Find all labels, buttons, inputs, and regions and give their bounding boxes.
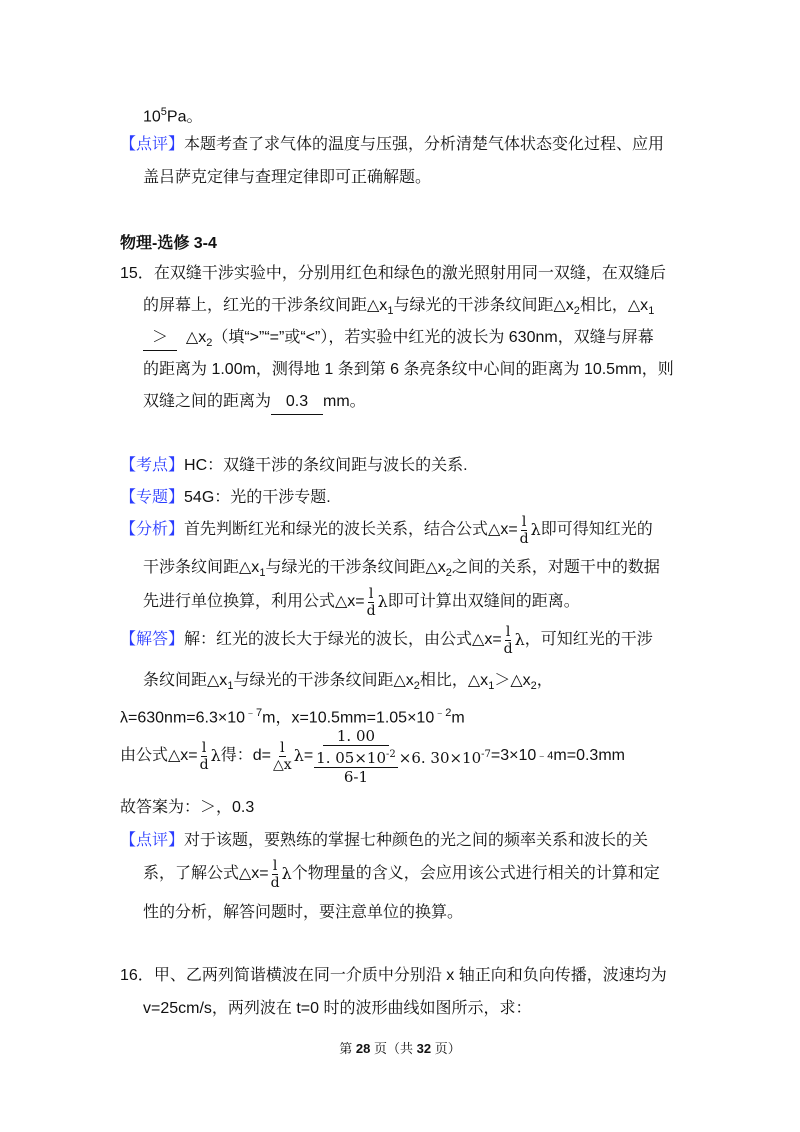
numerator: 1. 00 xyxy=(323,727,389,746)
subscript: 1 xyxy=(227,680,234,693)
text-line xyxy=(143,294,654,323)
zhuanti-tag: 【专题】 xyxy=(120,489,185,506)
text: 与绿光的干涉条纹间距△x xyxy=(393,297,574,314)
zhuanti-line xyxy=(120,486,331,510)
text: = xyxy=(303,747,314,764)
text: 与绿光的干涉条纹间距△x xyxy=(265,559,446,576)
text-line xyxy=(143,326,654,355)
superscript: -7 xyxy=(481,748,491,760)
text xyxy=(399,743,491,770)
subscript: 2 xyxy=(530,680,537,693)
answer-blank: ＞ xyxy=(143,326,177,351)
lambda: λ xyxy=(530,520,541,539)
lambda: λ xyxy=(514,630,525,649)
text: 系，了解公式△x= xyxy=(143,865,269,882)
text: ×6. 30×10 xyxy=(398,748,482,767)
kaodian-line xyxy=(120,454,468,478)
text: （填“>”“=”或“<”），若实验中红光的波长为 630nm，双缝与屏幕 xyxy=(212,329,654,346)
superscript: ﹣4 xyxy=(536,750,554,762)
superscript: -2 xyxy=(386,748,396,760)
text: 对于该题，要熟练的掌握七种颜色的光之间的频率关系和波长的关 xyxy=(184,832,649,849)
text: 干涉条纹间距△x xyxy=(143,559,260,576)
text: m xyxy=(451,709,465,727)
denominator: d xyxy=(270,874,280,891)
text: 甲、乙两列简谐横波在同一介质中分别沿 x 轴正向和负向传播，波速均为 xyxy=(153,967,667,984)
text: 双缝之间的距离为 xyxy=(143,393,272,410)
superscript: ﹣7 xyxy=(245,707,263,719)
text: 本题考查了求气体的温度与压强，分析清楚气体状态变化过程、应用 xyxy=(184,136,665,153)
fraction xyxy=(366,586,377,619)
text: 先进行单位换算，利用公式△x= xyxy=(143,593,365,610)
text: ， xyxy=(536,672,553,689)
text-line xyxy=(143,901,463,925)
fraction xyxy=(199,740,210,773)
section-title: 物理-选修 3-4 xyxy=(120,235,217,252)
answer-line: 故答案为：＞，0.3 xyxy=(120,799,255,816)
subscript: 1 xyxy=(488,680,495,693)
text: 10 xyxy=(143,108,161,126)
text: 由公式△x= xyxy=(120,747,198,764)
text: ，可知红光的干涉 xyxy=(524,631,653,648)
numerator: l xyxy=(521,513,527,530)
text-line xyxy=(143,100,203,129)
compound-fraction xyxy=(314,727,398,786)
jieda-line xyxy=(120,622,653,658)
text: 之间的关系，对题干中的数据 xyxy=(451,559,660,576)
text: 的距离为 1.00m，测得地 1 条到第 6 条亮条纹中心间的距离为 10.5mm，则 xyxy=(143,361,674,378)
text: △x xyxy=(185,329,207,346)
question-number: 15． xyxy=(120,265,154,282)
numerator: l xyxy=(368,585,374,602)
text: 性的分析，解答问题时，要注意单位的换算。 xyxy=(143,904,464,921)
text: mm。 xyxy=(323,393,366,410)
text: 盖吕萨克定律与查理定律即可正确解题。 xyxy=(143,169,432,186)
denominator: 6-1 xyxy=(343,767,369,786)
text-line xyxy=(143,997,532,1021)
question-number: 16． xyxy=(120,967,154,984)
dianping-tag: 【点评】 xyxy=(120,832,185,849)
fraction xyxy=(519,514,530,547)
numerator: l xyxy=(505,623,511,640)
text: 即可得知红光的 xyxy=(540,521,653,538)
lambda: λ xyxy=(377,592,388,611)
superscript: ﹣2 xyxy=(434,707,452,719)
text-line xyxy=(143,556,660,585)
text: 与绿光的干涉条纹间距△x xyxy=(233,672,414,689)
text: 相比，△x xyxy=(419,672,489,689)
text: 即可计算出双缝间的距离。 xyxy=(387,593,580,610)
subscript: 2 xyxy=(445,567,452,580)
subscript: 1 xyxy=(648,305,655,318)
text: Pa。 xyxy=(166,108,203,126)
numerator: l xyxy=(201,739,207,756)
text-line xyxy=(143,358,674,382)
text: 相比，△x xyxy=(579,297,649,314)
text: 页） xyxy=(431,1041,461,1056)
lambda: λ xyxy=(210,746,221,765)
text: v=25cm/s，两列波在 t=0 时的波形曲线如图所示，求： xyxy=(143,1000,532,1017)
dianping-line xyxy=(120,829,648,853)
denominator: d xyxy=(366,602,376,619)
answer-blank: 0.3 xyxy=(271,390,323,415)
total-pages: 32 xyxy=(416,1041,432,1056)
text: =3×10 xyxy=(490,747,537,764)
text-line xyxy=(143,856,660,892)
text: λ=630nm=6.3×10 xyxy=(120,709,245,727)
text-line xyxy=(143,669,553,698)
fraction xyxy=(272,740,293,773)
lambda: λ xyxy=(293,746,304,765)
numerator: l xyxy=(280,739,285,756)
page-footer xyxy=(0,1038,800,1057)
text: 得：d= xyxy=(220,747,272,764)
inner-fraction-denominator xyxy=(314,746,398,768)
subscript: 1 xyxy=(387,305,394,318)
text: 第 xyxy=(339,1041,356,1056)
superscript: 5 xyxy=(160,106,167,118)
text: 解：红光的波长大于绿光的波长，由公式△x= xyxy=(184,631,502,648)
subscript: 2 xyxy=(206,337,213,350)
formula-line xyxy=(120,724,625,788)
text: HC：双缝干涉的条纹间距与波长的关系. xyxy=(184,457,468,474)
fraction xyxy=(503,624,514,657)
denominator: d xyxy=(503,640,513,657)
page-number: 28 xyxy=(355,1041,371,1056)
text: 54G：光的干涉专题. xyxy=(184,489,331,506)
kaodian-tag: 【考点】 xyxy=(120,457,185,474)
jieda-tag: 【解答】 xyxy=(120,631,185,648)
text: 首先判断红光和绿光的波长关系，结合公式△x= xyxy=(184,521,518,538)
text: ＞△x xyxy=(494,672,531,689)
fenxi-line xyxy=(120,512,653,548)
text-line xyxy=(143,584,580,620)
question-15-line xyxy=(120,262,666,286)
text-line xyxy=(143,390,366,415)
text: 的屏幕上，红光的干涉条纹间距△x xyxy=(143,297,388,314)
subscript: 2 xyxy=(413,680,420,693)
text: 个物理量的含义，会应用该公式进行相关的计算和定 xyxy=(291,865,660,882)
text: m=0.3mm xyxy=(553,747,625,764)
text-line xyxy=(143,166,431,190)
fraction xyxy=(270,858,281,891)
text: 在双缝干涉实验中，分别用红色和绿色的激光照射用同一双缝，在双缝后 xyxy=(153,265,666,282)
denominator: △x xyxy=(273,756,292,773)
text: 条纹间距△x xyxy=(143,672,228,689)
numerator: l xyxy=(272,857,278,874)
review-tag: 【点评】 xyxy=(120,136,185,153)
review-line xyxy=(120,133,664,157)
text: 页（共 xyxy=(370,1041,417,1056)
subscript: 2 xyxy=(573,305,580,318)
text: m，x=10.5mm=1.05×10 xyxy=(262,709,435,727)
denominator: d xyxy=(199,756,209,773)
lambda: λ xyxy=(281,864,292,883)
text: 1. 05×10 xyxy=(316,748,386,767)
fenxi-tag: 【分析】 xyxy=(120,521,185,538)
question-16-line xyxy=(120,964,667,988)
subscript: 1 xyxy=(259,567,266,580)
denominator: d xyxy=(519,530,529,547)
